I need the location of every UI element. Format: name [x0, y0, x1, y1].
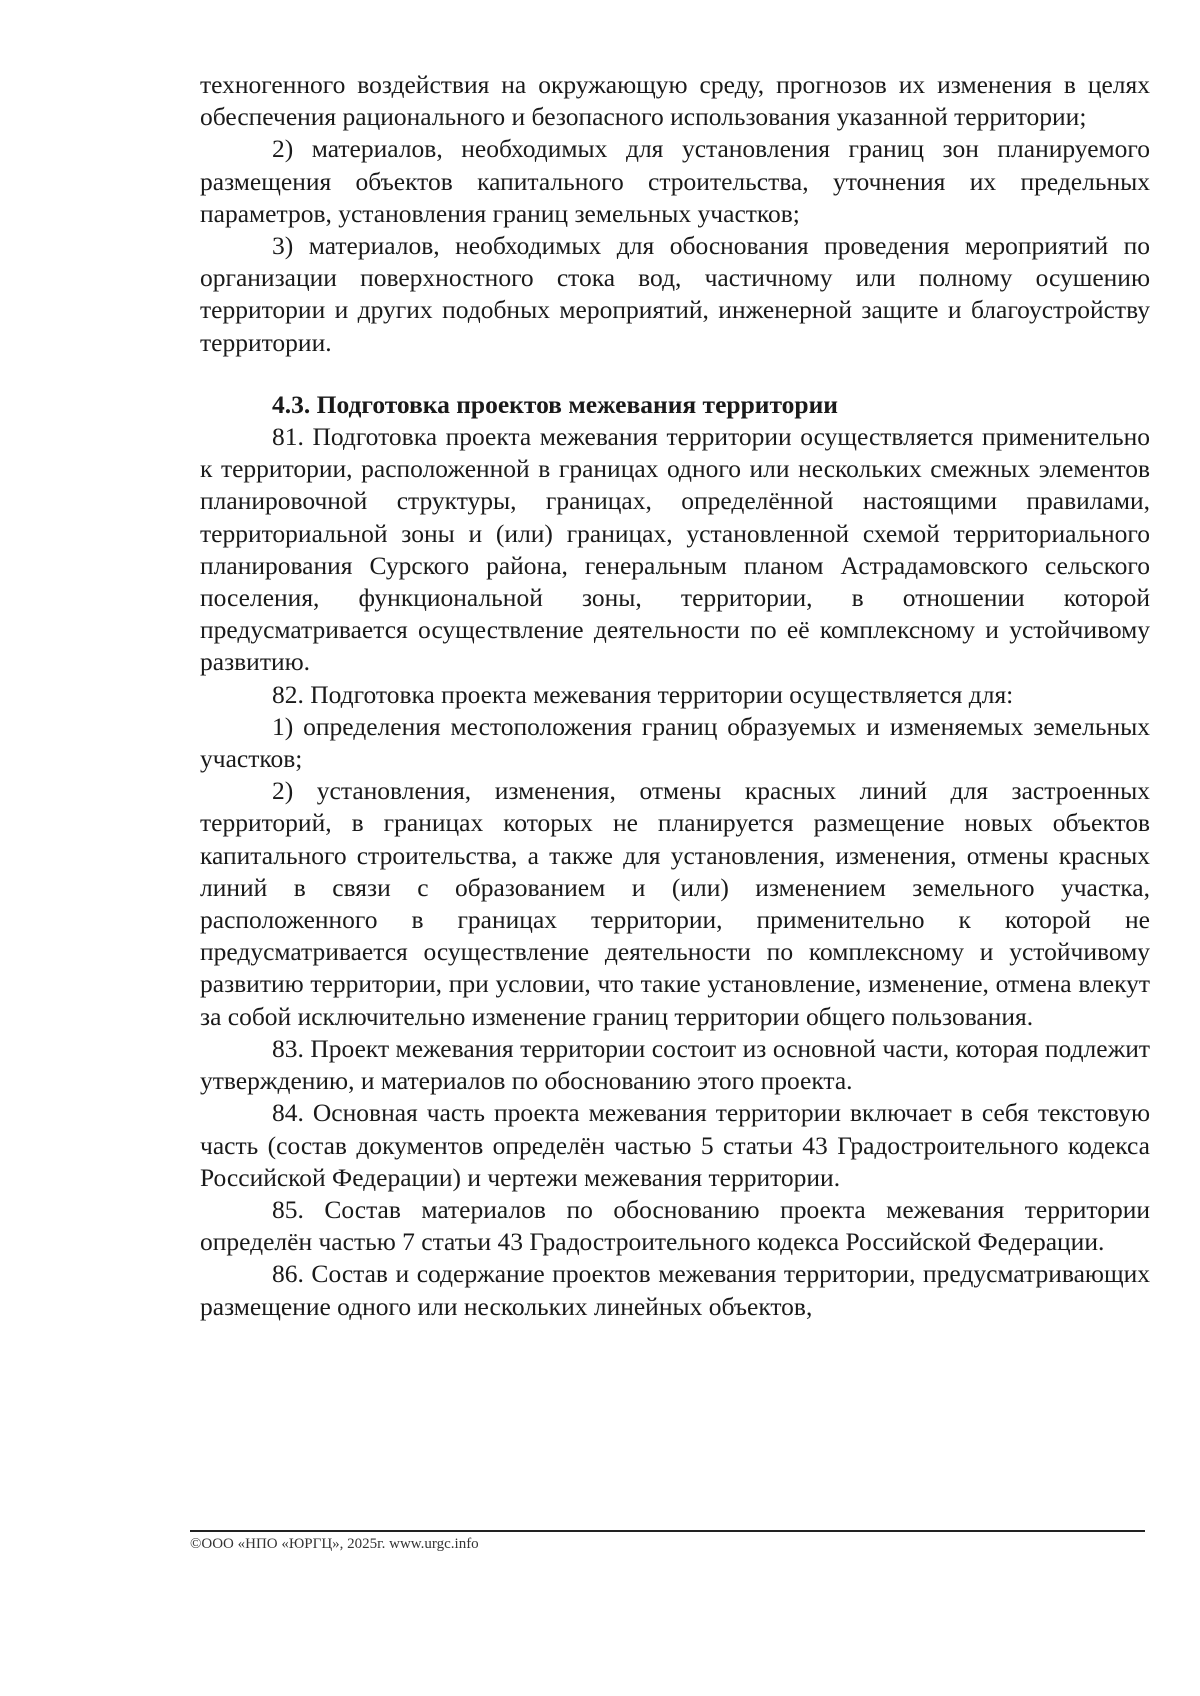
- continuation-paragraph: техногенного воздействия на окружающую среду, прогнозов их изменения в целях обеспечения рационального и безопасного использования указанной территории;: [200, 70, 1150, 132]
- paragraph-84: 84. Основная часть проекта межевания территории включает в себя текстовую часть (состав документов определён частью 5 статьи 43 Градостроительного кодекса Российской Федерации) и чертежи межевания территории.: [200, 1098, 1150, 1192]
- footer-divider: [190, 1530, 1145, 1532]
- section-heading: 4.3. Подготовка проектов межевания территории: [272, 389, 838, 419]
- item-2-paragraph: 2) материалов, необходимых для установления границ зон планируемого размещения объектов капитального строительства, уточнения их предельных параметров, установления границ земельных участков;: [200, 134, 1150, 228]
- document-body: [200, 69, 1150, 1323]
- paragraph-82-item-1: 1) определения местоположения границ образуемых и изменяемых земельных участков;: [200, 711, 1150, 774]
- item-3-paragraph: 3) материалов, необходимых для обоснования проведения мероприятий по организации поверхностного стока вод, частичному или полному осушению территории и других подобных мероприятий, инженерной защите и благоустройству территории.: [200, 231, 1150, 357]
- paragraph-86: 86. Состав и содержание проектов межевания территории, предусматривающих размещение одного или нескольких линейных объектов,: [200, 1259, 1150, 1321]
- paragraph-83: 83. Проект межевания территории состоит из основной части, которая подлежит утверждению, и материалов по обоснованию этого проекта.: [200, 1033, 1150, 1096]
- paragraph-82-item-2: 2) установления, изменения, отмены красных линий для застроенных территорий, в границах которых не планируется размещение новых объектов капитального строительства, а также для установления, изменения, отмены красных линий в связи с образованием и (или) изменением земельного участка, расположенного в границах территории, применительно к которой не предусматривается осуществление деятельности по комплексному и устойчивому развитию территории, при условии, что такие установление, изменение, отмена влекут за собой исключительно изменение границ территории общего пользования.: [200, 776, 1150, 1031]
- paragraph-85: 85. Состав материалов по обоснованию проекта межевания территории определён частью 7 статьи 43 Градостроительного кодекса Российской Федерации.: [200, 1194, 1150, 1257]
- footer-copyright: ©ООО «НПО «ЮРГЦ», 2025г. www.urgc.info: [190, 1536, 479, 1552]
- paragraph-82: 82. Подготовка проекта межевания территории осуществляется для:: [272, 679, 1014, 709]
- paragraph-81: 81. Подготовка проекта межевания территории осуществляется применительно к территории, расположенной в границах одного или нескольких смежных элементов планировочной структуры, границах, определённой настоящими правилами, территориальной зоны и (или) границах, установленной схемой территориального планирования Сурского района, генеральным планом Астрадамовского сельского поселения, функциональной зоны, территории, в отношении которой предусматривается осуществление деятельности по её комплексному и устойчивому развитию.: [200, 422, 1150, 677]
